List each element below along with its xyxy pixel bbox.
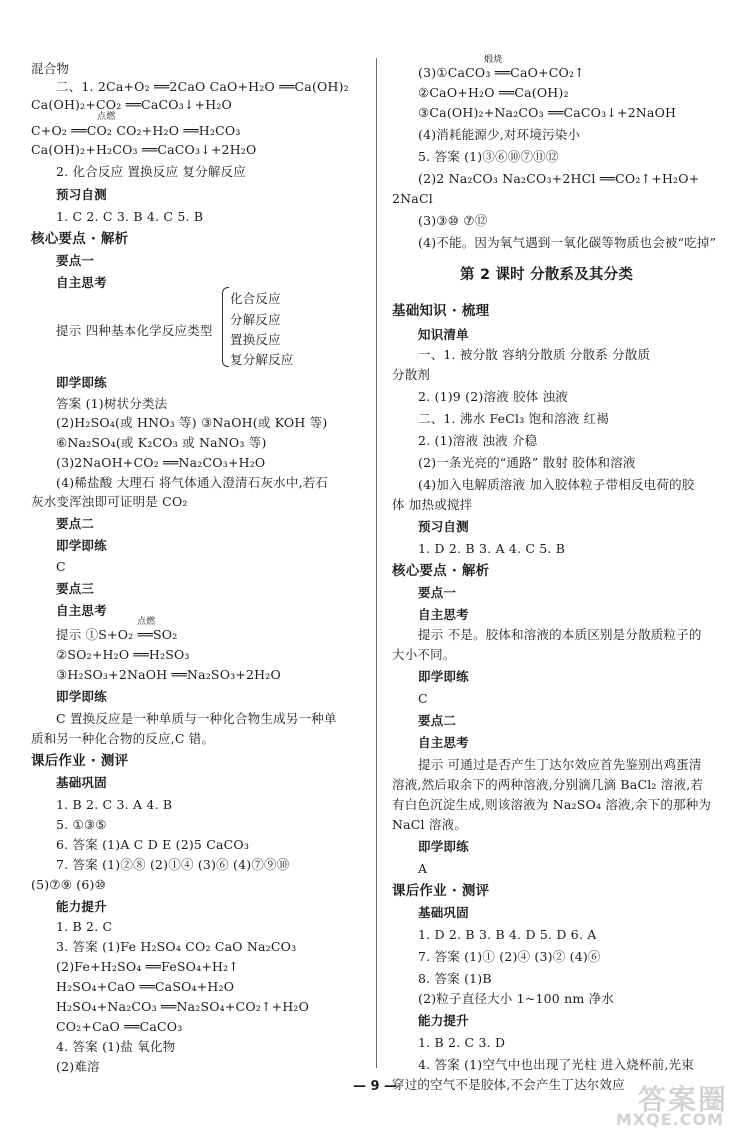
left-line: 答案 (1)树状分类法 xyxy=(56,396,168,411)
right-line: 1. B 2. C 3. D xyxy=(418,1035,506,1050)
right-line: (4)消耗能源少,对环境污染小 xyxy=(418,127,581,142)
right-line: 要点一 xyxy=(418,585,457,600)
left-line: 即学即练 xyxy=(56,375,107,390)
left-line: 即学即练 xyxy=(56,538,107,553)
right-line: 提示 可通过是否产生丁达尔效应首先鉴别出鸡蛋清 xyxy=(418,757,702,772)
right-line: 1. D 2. B 3. B 4. D 5. D 6. A xyxy=(418,927,597,942)
left-line: 要点一 xyxy=(56,253,95,268)
left-line: 点燃 xyxy=(137,617,156,627)
left-line: 灰水变浑浊即可证明是 CO₂ xyxy=(31,494,188,509)
right-line: 基础知识 · 梳理 xyxy=(392,303,490,319)
right-line: 核心要点 · 解析 xyxy=(392,563,490,579)
left-line: ③H₂SO₃+2NaOH ══Na₂SO₃+2H₂O xyxy=(56,667,281,682)
left-line: (2)H₂SO₄(或 HNO₃ 等) ③NaOH(或 KOH 等) xyxy=(56,415,328,430)
left-line: 化合反应 xyxy=(230,291,281,306)
right-line: 8. 答案 (1)B xyxy=(418,971,492,986)
left-line: 核心要点 · 解析 xyxy=(31,231,129,247)
right-line: 知识清单 xyxy=(418,327,469,342)
right-line: 1. D 2. B 3. A 4. C 5. B xyxy=(418,541,566,556)
left-line: 二、1. 2Ca+O₂ ══2CaO CaO+H₂O ══Ca(OH)₂ xyxy=(56,79,349,94)
left-line: C+O₂ ══CO₂ CO₂+H₂O ══H₂CO₃ xyxy=(31,123,241,138)
right-line: 2. (1)溶液 浊液 介稳 xyxy=(418,433,538,448)
right-line: ③Ca(OH)₂+Na₂CO₃ ══CaCO₃↓+2NaOH xyxy=(418,105,677,120)
right-line: 体 加热或搅拌 xyxy=(392,497,473,512)
right-line: (3)③⑩ ⑦⑫ xyxy=(418,213,488,228)
left-line: 自主思考 xyxy=(56,603,107,618)
left-line: 要点三 xyxy=(56,581,95,596)
right-line: 提示 不是。胶体和溶液的本质区别是分散质粒子的 xyxy=(418,627,702,642)
left-line: 混合物 xyxy=(31,61,70,76)
right-line: 即学即练 xyxy=(418,669,469,684)
left-line: 自主思考 xyxy=(56,275,107,290)
right-line: (4)不能。因为氧气遇到一氧化碳等物质也会被“吃掉” xyxy=(418,235,717,250)
left-line: H₂SO₄+CaO ══CaSO₄+H₂O xyxy=(56,979,235,994)
right-line: 有白色沉淀生成,则该溶液为 Na₂SO₄ 溶液,余下的那种为 xyxy=(392,797,712,812)
right-line: 4. 答案 (1)空气中也出现了光柱 进入烧杯前,光束 xyxy=(418,1057,694,1072)
right-line: (2)一条光亮的“通路” 散射 胶体和溶液 xyxy=(418,455,636,470)
right-line: (2)2 Na₂CO₃ Na₂CO₃+2HCl ══CO₂↑+H₂O+ xyxy=(418,171,700,186)
right-line: 自主思考 xyxy=(418,735,469,750)
left-line: Ca(OH)₂+H₂CO₃ ══CaCO₃↓+2H₂O xyxy=(31,142,257,157)
left-line: 2. 化合反应 置换反应 复分解反应 xyxy=(56,164,246,179)
left-line: 点燃 xyxy=(97,112,116,122)
left-line: C 置换反应是一种单质与一种化合物生成另一种单 xyxy=(56,711,337,726)
left-line: 质和另一种化合物的反应,C 错。 xyxy=(31,731,215,746)
left-line: 置换反应 xyxy=(230,332,281,347)
left-line: 预习自测 xyxy=(56,187,107,202)
right-line: (2)粒子直径大小 1~100 nm 净水 xyxy=(418,991,615,1006)
right-line: 第 2 课时 分散系及其分类 xyxy=(460,267,634,283)
left-line: ②SO₂+H₂O ══H₂SO₃ xyxy=(56,647,190,662)
left-line: 课后作业 · 测评 xyxy=(31,753,129,769)
left-line: 复分解反应 xyxy=(230,352,294,367)
left-line: H₂SO₄+Na₂CO₃ ══Na₂SO₄+CO₂↑+H₂O xyxy=(56,999,310,1014)
right-line: 自主思考 xyxy=(418,607,469,622)
left-line: (3)2NaOH+CO₂ ══Na₂CO₃+H₂O xyxy=(56,455,266,470)
right-line: 煅烧 xyxy=(484,55,503,65)
right-line: 二、1. 沸水 FeCl₃ 饱和溶液 红褐 xyxy=(418,411,609,426)
right-line: (3)①CaCO₃ ══CaO+CO₂↑ xyxy=(418,65,585,80)
left-line: 提示 四种基本化学反应类型 xyxy=(56,323,213,338)
watermark-text: 答案圈 xyxy=(637,1083,728,1116)
left-line: (2)难溶 xyxy=(56,1059,100,1074)
right-line: C xyxy=(418,691,428,706)
left-line: C xyxy=(56,559,66,574)
left-line: 提示 ①S+O₂ ══SO₂ xyxy=(56,627,178,642)
left-line: (5)⑦⑨ (6)⑩ xyxy=(31,877,107,892)
right-line: 预习自测 xyxy=(418,519,469,534)
right-line: 一、1. 被分散 容纳分散质 分散系 分散质 xyxy=(418,347,651,362)
reaction-type-brace xyxy=(222,287,229,367)
right-line: 即学即练 xyxy=(418,839,469,854)
page-number: — 9 — xyxy=(352,1079,398,1094)
right-line: A xyxy=(418,861,428,876)
left-line: 1. C 2. C 3. B 4. C 5. B xyxy=(56,209,204,224)
right-line: 要点二 xyxy=(418,713,457,728)
left-line: 3. 答案 (1)Fe H₂SO₄ CO₂ CaO Na₂CO₃ xyxy=(56,939,297,954)
right-line: 能力提升 xyxy=(418,1013,469,1028)
right-line: NaCl 溶液。 xyxy=(392,817,468,832)
left-line: 4. 答案 (1)盐 氧化物 xyxy=(56,1039,176,1054)
left-line: 7. 答案 (1)②⑧ (2)①④ (3)⑥ (4)⑦⑨⑩ xyxy=(56,857,290,872)
right-line: (4)加入电解质溶液 加入胶体粒子带相反电荷的胶 xyxy=(418,477,695,492)
left-line: 要点二 xyxy=(56,516,95,531)
left-line: 基础巩固 xyxy=(56,775,107,790)
right-line: 分散剂 xyxy=(392,367,431,382)
right-line: 7. 答案 (1)① (2)④ (3)② (4)⑥ xyxy=(418,949,601,964)
left-line: (2)Fe+H₂SO₄ ══FeSO₄+H₂↑ xyxy=(56,959,239,974)
left-line: 1. B 2. C xyxy=(56,919,113,934)
column-divider xyxy=(376,58,377,1068)
right-line: 溶液,然后取余下的两种溶液,分别滴几滴 BaCl₂ 溶液,若 xyxy=(392,777,704,792)
left-line: 即学即练 xyxy=(56,689,107,704)
left-line: (4)稀盐酸 大理石 将气体通入澄清石灰水中,若石 xyxy=(56,475,329,490)
left-line: 能力提升 xyxy=(56,899,107,914)
left-line: 分解反应 xyxy=(230,312,281,327)
left-line: 1. B 2. C 3. A 4. B xyxy=(56,797,173,812)
right-line: 穿过的空气不是胶体,不会产生丁达尔效应 xyxy=(392,1077,625,1092)
right-line: 2NaCl xyxy=(392,191,433,206)
left-line: 6. 答案 (1)A C D E (2)5 CaCO₃ xyxy=(56,837,250,852)
watermark-url: MXQE.COM xyxy=(615,1110,724,1129)
right-line: 5. 答案 (1)③⑥⑩⑦⑪⑫ xyxy=(418,149,559,164)
right-line: 课后作业 · 测评 xyxy=(392,883,490,899)
left-line: 5. ①③⑤ xyxy=(56,817,107,832)
right-line: ②CaO+H₂O ══Ca(OH)₂ xyxy=(418,85,569,100)
right-line: 大小不同。 xyxy=(392,647,456,662)
left-line: ⑥Na₂SO₄(或 K₂CO₃ 或 NaNO₃ 等) xyxy=(56,435,267,450)
left-line: Ca(OH)₂+CO₂ ══CaCO₃↓+H₂O xyxy=(31,97,232,112)
left-line: CO₂+CaO ══CaCO₃ xyxy=(56,1019,183,1034)
right-line: 2. (1)9 (2)溶液 胶体 浊液 xyxy=(418,389,568,404)
right-line: 基础巩固 xyxy=(418,905,469,920)
